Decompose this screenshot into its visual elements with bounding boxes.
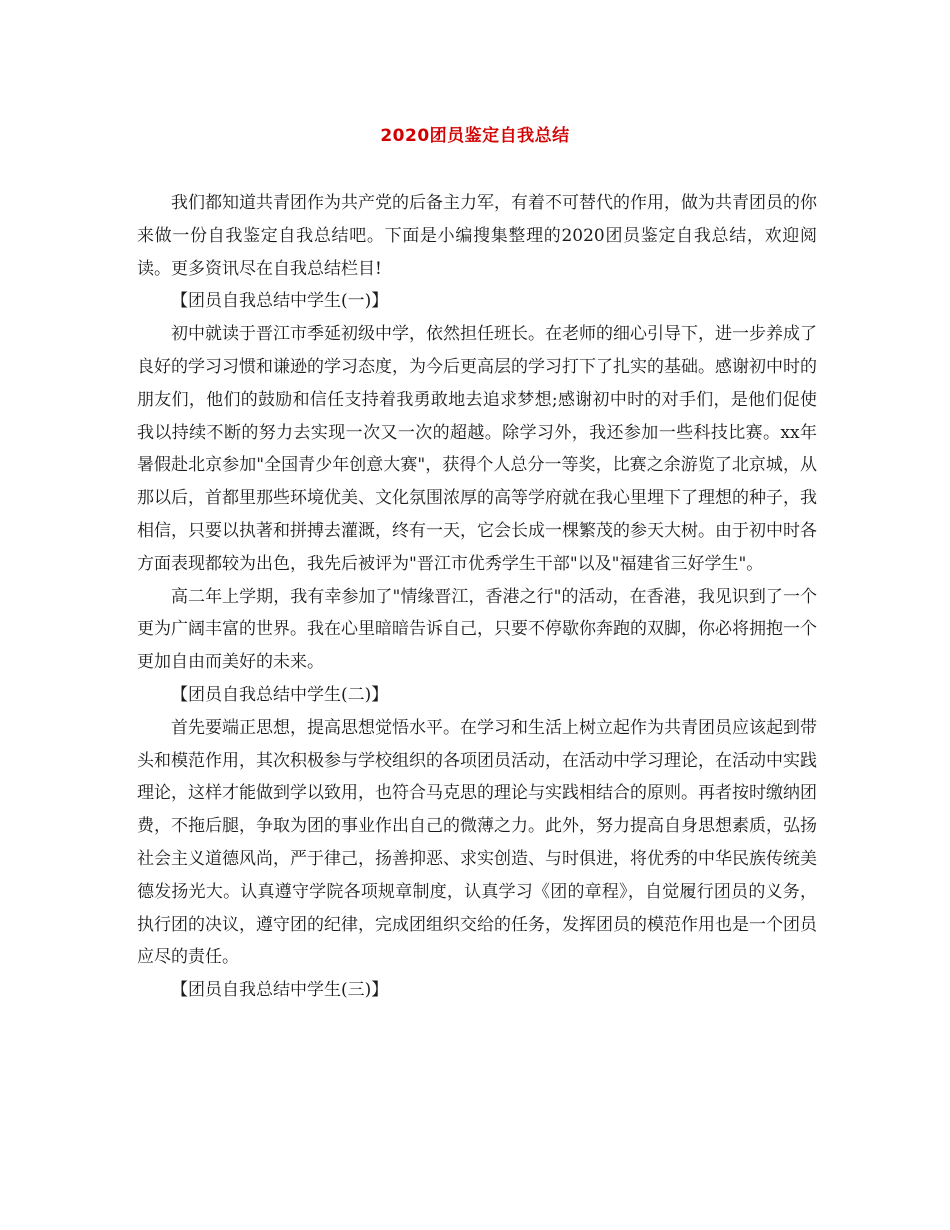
intro-paragraph: 我们都知道共青团作为共产党的后备主力军，有着不可替代的作用，做为共青团员的你来做一份自我鉴定自我总结吧。下面是小编搜集整理的2020团员鉴定自我总结，欢迎阅读。更多资讯尽在自我总结栏目! [137, 193, 817, 279]
section-1-paragraph-2: 高二年上学期，我有幸参加了"情缘晋江，香港之行"的活动，在香港，我见识到了一个更为广阔丰富的世界。我在心里暗暗告诉自己，只要不停歇你奔跑的双脚，你必将拥抱一个更加自由而美好的未来。 [137, 586, 817, 673]
section-2-paragraph-1: 首先要端正思想，提高思想觉悟水平。在学习和生活上树立起作为共青团员应该起到带头和模范作用，其次积极参与学校组织的各项团员活动，在活动中学习理论，在活动中实践理论，这样才能做到学以致用，也符合马克思的理论与实践相结合的原则。再者按时缴纳团费，不拖后腿，争取为团的事业作出自己的微薄之力。此外，努力提高自身思想素质，弘扬社会主义道德风尚，严于律己，扬善抑恶、求实创造、与时俱进，将优秀的中华民族传统美德发扬光大。认真遵守学院各项规章制度，认真学习《团的章程》，自觉履行团员的义务，执行团的决议，遵守团的纪律，完成团组织交给的任务，发挥团员的模范作用也是一个团员应尽的责任。 [137, 717, 817, 968]
section-1-paragraph-1: 初中就读于晋江市季延初级中学，依然担任班长。在老师的细心引导下，进一步养成了良好的学习习惯和谦逊的学习态度，为今后更高层的学习打下了扎实的基础。感谢初中时的朋友们，他们的鼓励和信任支持着我勇敢地去追求梦想;感谢初中时的对手们，是他们促使我以持续不断的努力去实现一次又一次的超越。除学习外，我还参加一些科技比赛。xx年暑假赴北京参加"全国青少年创意大赛"，获得个人总分一等奖，比赛之余游览了北京城，从那以后，首都里那些环境优美、文化氛围浓厚的高等学府就在我心里埋下了理想的种子，我相信，只要以执著和拼搏去灌溉，终有一天，它会长成一棵繁茂的参天大树。由于初中时各方面表现都较为出色，我先后被评为"晋江市优秀学生干部"以及"福建省三好学生"。 [137, 324, 817, 574]
page-title: 2020团员鉴定自我总结 [380, 126, 570, 146]
section-heading-2: 【团员自我总结中学生(二)】 [171, 684, 389, 705]
document-body [137, 187, 817, 1007]
section-heading-1: 【团员自我总结中学生(一)】 [171, 291, 389, 312]
section-heading-3: 【团员自我总结中学生(三)】 [171, 980, 389, 1001]
